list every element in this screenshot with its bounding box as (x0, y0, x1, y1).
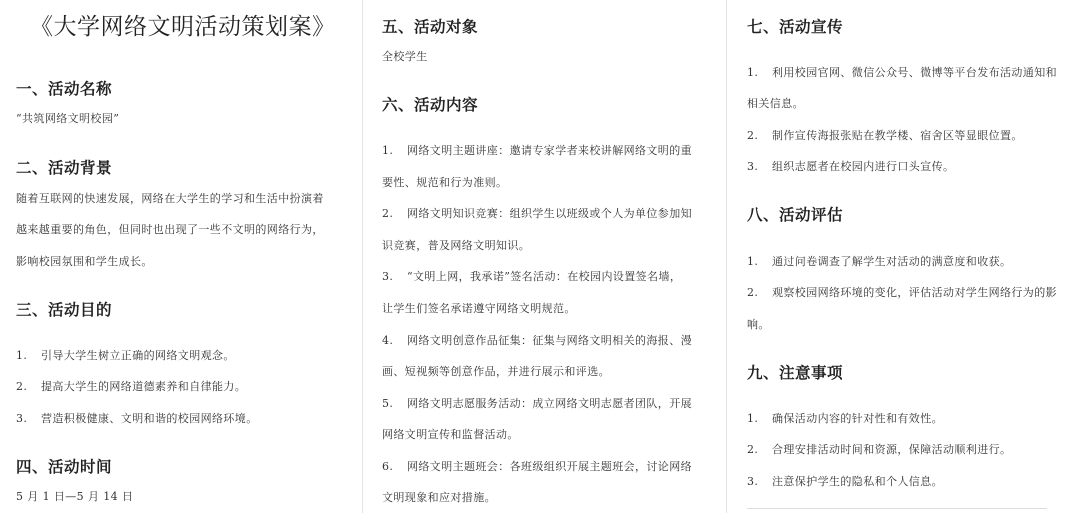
list-number: 3. (16, 412, 28, 425)
list-text-continued: 让学生们签名承诺遵守网络文明规范。 (382, 302, 576, 315)
list-text: 利用校园官网、微信公众号、微博等平台发布活动通知和 (772, 66, 1057, 79)
list-number: 1. (747, 66, 759, 79)
list-text-continued: 相关信息。 (747, 97, 804, 110)
heading-promotion: 七、活动宣传 (747, 17, 844, 36)
list-text-continued: 响。 (747, 318, 770, 331)
column-2 (362, 0, 726, 513)
list-item (16, 410, 258, 426)
list-text-continued: 网络文明宣传和监督活动。 (382, 428, 519, 441)
list-item (747, 441, 1011, 457)
list-text-continued: 要性、规范和行为准则。 (382, 176, 508, 189)
list-item (747, 158, 954, 174)
heading-notes: 九、注意事项 (747, 363, 844, 382)
list-item (747, 410, 943, 426)
list-item (747, 64, 1057, 80)
list-number: 5. (382, 397, 394, 410)
list-text: 营造积极健康、文明和谐的校园网络环境。 (41, 412, 258, 425)
column-3 (726, 0, 1080, 513)
list-text-continued: 画、短视频等创意作品，并进行展示和评选。 (382, 365, 610, 378)
heading-time: 四、活动时间 (16, 457, 113, 476)
list-number: 2. (382, 207, 394, 220)
list-number: 1. (747, 255, 759, 268)
heading-activity-name: 一、活动名称 (16, 79, 113, 98)
list-number: 2. (747, 286, 759, 299)
list-text: 网络文明志愿服务活动：成立网络文明志愿者团队，开展 (407, 397, 692, 410)
list-item (747, 284, 1057, 300)
heading-target: 五、活动对象 (382, 17, 479, 36)
list-item (16, 378, 246, 394)
list-text: 网络文明主题讲座：邀请专家学者来校讲解网络文明的重 (407, 144, 692, 157)
list-number: 3. (747, 160, 759, 173)
list-text: 观察校园网络环境的变化，评估活动对学生网络行为的影 (772, 286, 1057, 299)
background-line: 影响校园氛围和学生成长。 (16, 255, 153, 268)
list-number: 1. (16, 349, 28, 362)
list-number: 2. (747, 443, 759, 456)
list-text: 网络文明主题班会：各班级组织开展主题班会，讨论网络 (407, 460, 692, 473)
list-text: 提高大学生的网络道德素养和自律能力。 (41, 380, 247, 393)
list-text-continued: 识竞赛，普及网络文明知识。 (382, 239, 531, 252)
list-text: 网络文明知识竞赛：组织学生以班级或个人为单位参加知 (407, 207, 692, 220)
column-1 (0, 0, 362, 513)
heading-purpose: 三、活动目的 (16, 300, 113, 319)
list-item (382, 332, 692, 348)
bottom-divider (747, 508, 1047, 509)
list-text: 网络文明创意作品征集：征集与网络文明相关的海报、漫 (407, 334, 692, 347)
list-item (747, 253, 1011, 269)
list-number: 6. (382, 460, 394, 473)
list-number: 2. (747, 129, 759, 142)
target-text: 全校学生 (382, 50, 428, 63)
background-line: 越来越重要的角色，但同时也出现了一些不文明的网络行为， (16, 223, 324, 236)
list-number: 3. (382, 270, 394, 283)
document-title: 《大学网络文明活动策划案》 (30, 14, 336, 40)
background-line: 随着互联网的快速发展，网络在大学生的学习和生活中扮演着 (16, 192, 324, 205)
list-item (382, 268, 681, 284)
heading-evaluation: 八、活动评估 (747, 205, 844, 224)
time-text: 5 月 1 日—5 月 14 日 (16, 490, 134, 503)
list-text: “文明上网，我承诺”签名活动：在校园内设置签名墙， (407, 270, 682, 283)
list-number: 2. (16, 380, 28, 393)
list-number: 1. (382, 144, 394, 157)
heading-content: 六、活动内容 (382, 95, 479, 114)
list-item (382, 142, 692, 158)
list-number: 1. (747, 412, 759, 425)
list-item (16, 347, 235, 363)
list-number: 4. (382, 334, 394, 347)
list-item (747, 473, 943, 489)
list-item (382, 458, 692, 474)
list-text: 组织志愿者在校园内进行口头宣传。 (772, 160, 955, 173)
heading-background: 二、活动背景 (16, 158, 113, 177)
list-text: 注意保护学生的隐私和个人信息。 (772, 475, 943, 488)
list-text: 引导大学生树立正确的网络文明观念。 (41, 349, 235, 362)
list-text: 确保活动内容的针对性和有效性。 (772, 412, 943, 425)
list-item (382, 395, 692, 411)
list-text: 通过问卷调查了解学生对活动的满意度和收获。 (772, 255, 1012, 268)
list-item (382, 205, 692, 221)
list-item (747, 127, 1023, 143)
list-text: 合理安排活动时间和资源，保障活动顺利进行。 (772, 443, 1012, 456)
activity-name-text: “共筑网络文明校园” (16, 112, 120, 125)
list-text: 制作宣传海报张贴在教学楼、宿舍区等显眼位置。 (772, 129, 1023, 142)
list-number: 3. (747, 475, 759, 488)
list-text-continued: 文明现象和应对措施。 (382, 491, 496, 504)
